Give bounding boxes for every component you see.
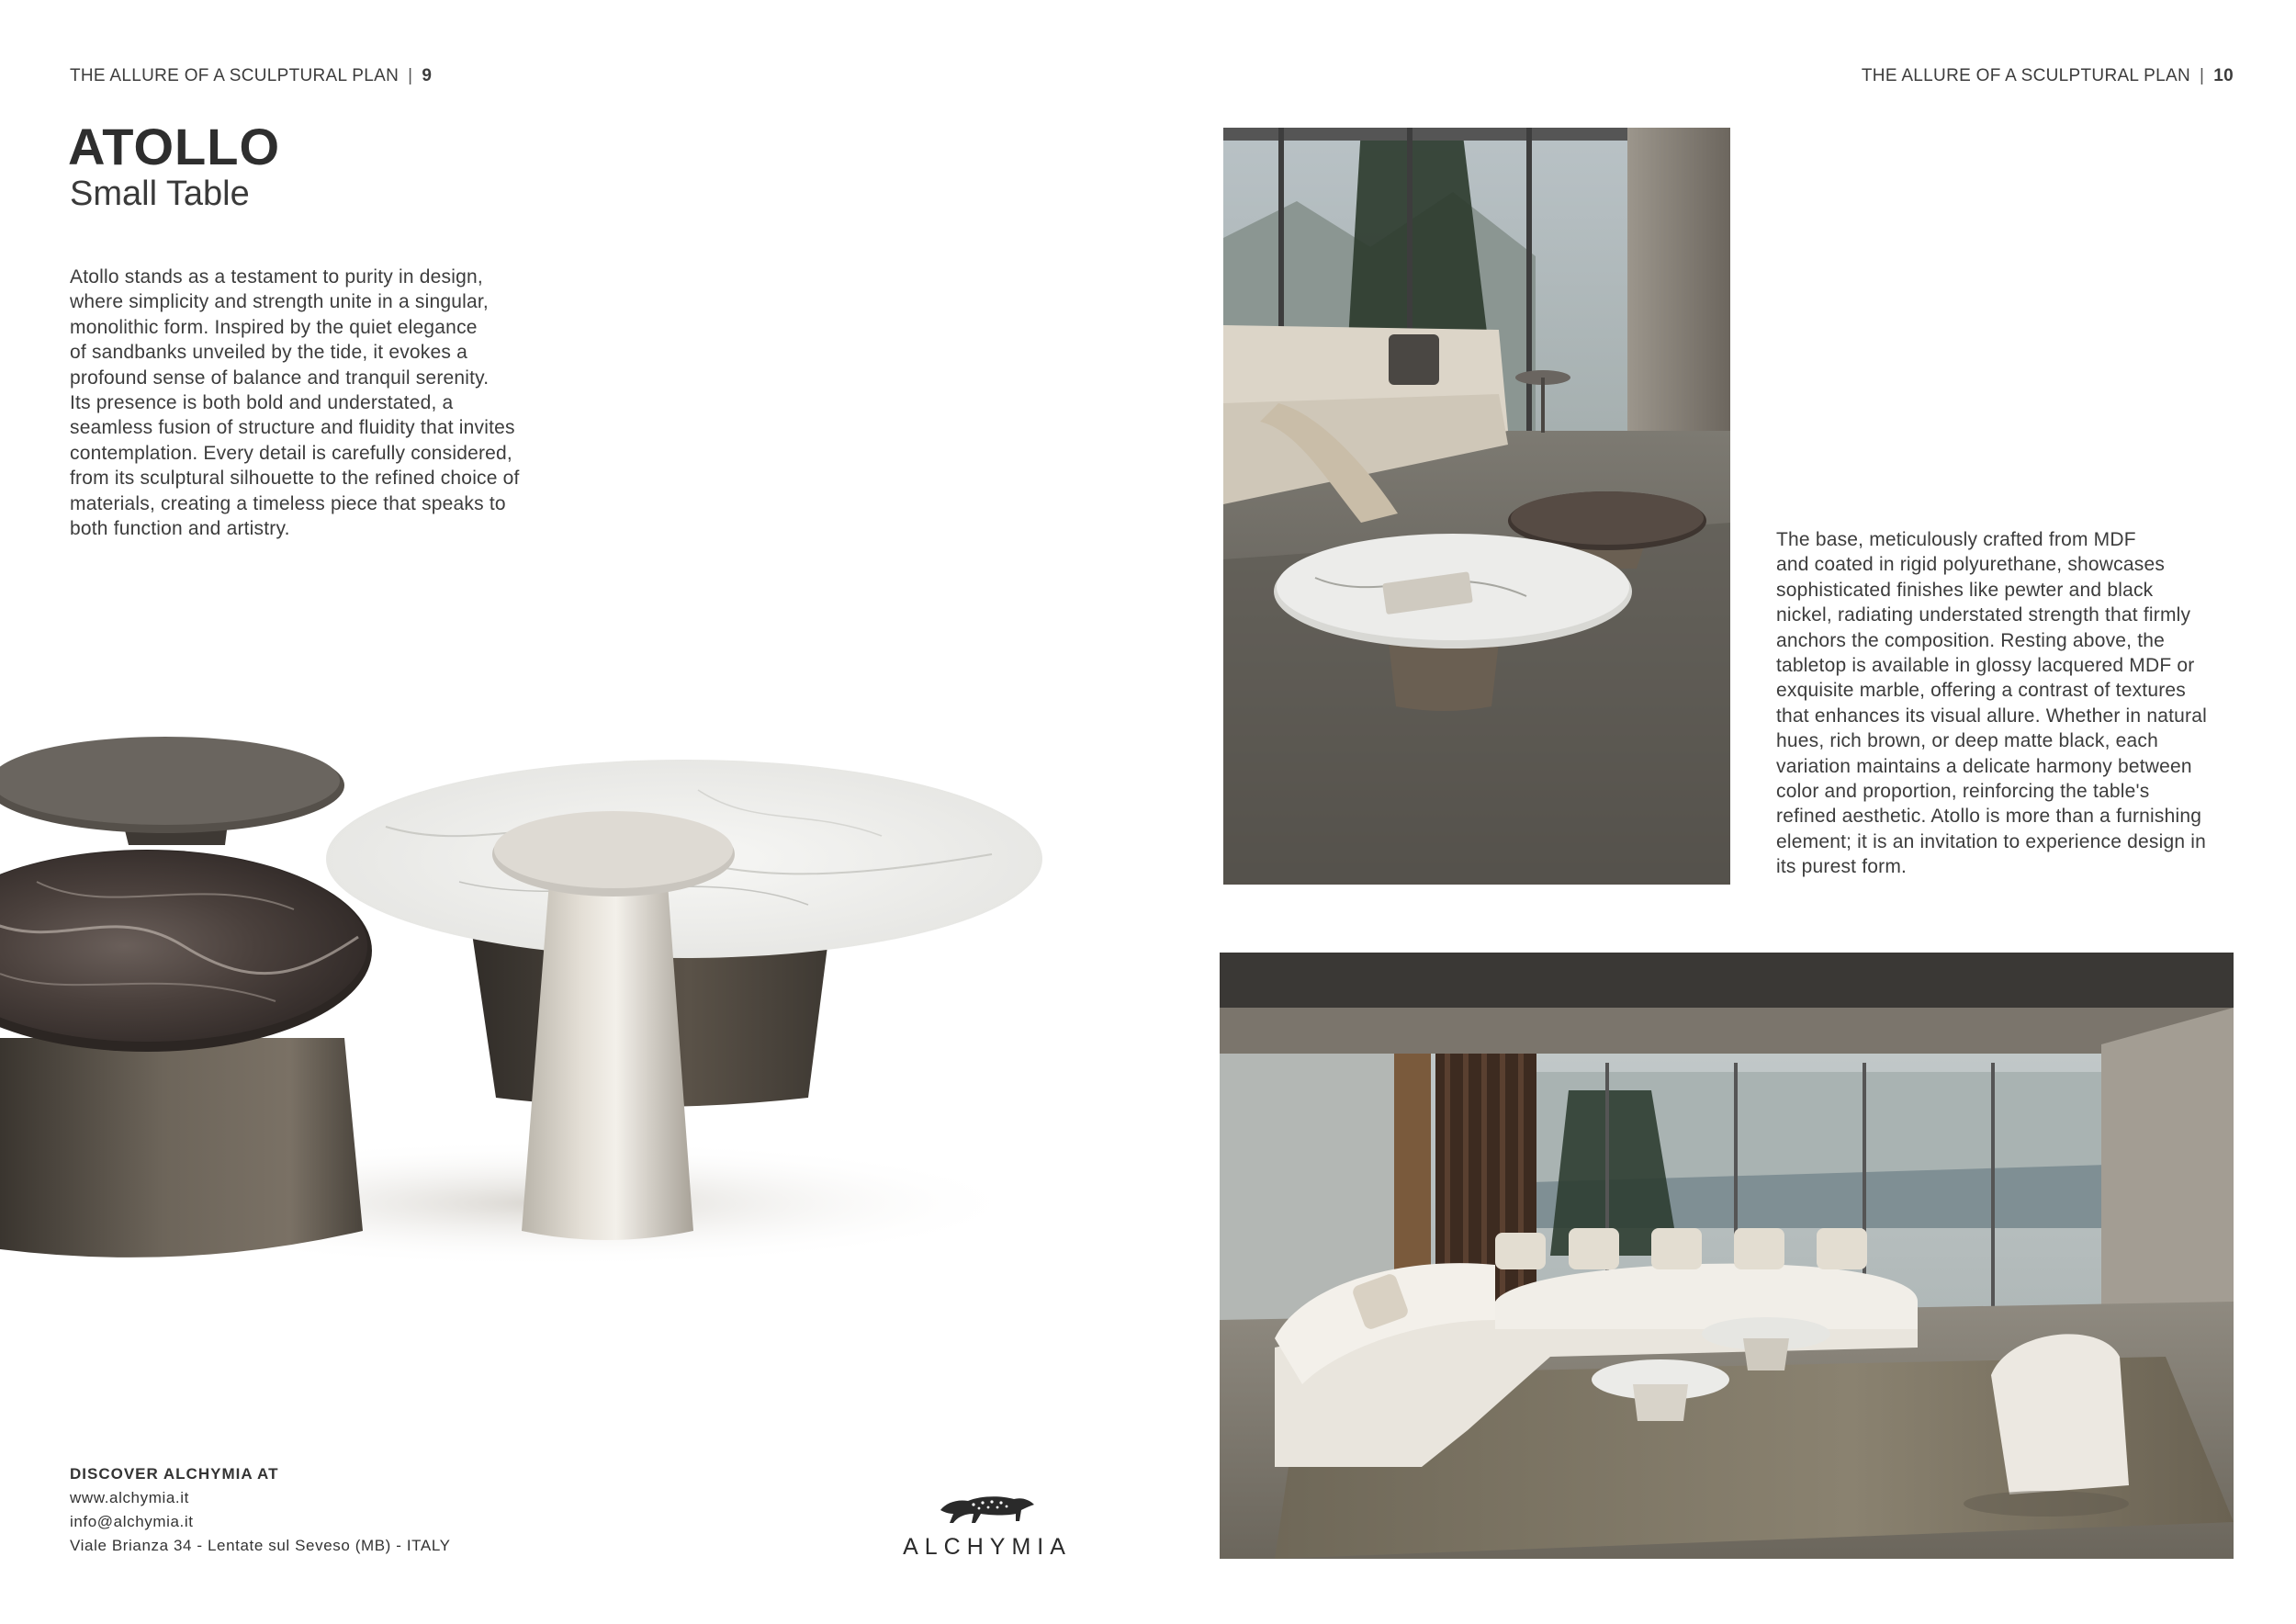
leopard-icon xyxy=(937,1490,1038,1528)
running-header-right xyxy=(1862,66,2234,86)
description-paragraph: The base, meticulously crafted from MDF and coated in rigid polyurethane, showcases sophisticated finishes like pewter and black nickel, radiating understated strength that firmly anchors the composition. Resting above, the tabletop is available in glossy lacquered MDF or exquisite marble, offering a contrast of textures that enhances its visual allure. Whether in natural hues, rich brown, or deep matte black, each variation maintains a delicate harmony between color and proportion, reinforcing the table's refined aesthetic. Atollo is more than a furnishing element; it is an invitation to experience design in its purest form. xyxy=(1776,529,2207,878)
footer-contact xyxy=(70,1462,451,1558)
running-header-separator: | xyxy=(408,66,413,85)
brand-wordmark: ALCHYMIA xyxy=(903,1534,1072,1560)
footer-heading: DISCOVER ALCHYMIA AT xyxy=(70,1465,279,1483)
product-title: ATOLLO xyxy=(68,118,281,175)
address-text: Viale Brianza 34 - Lentate sul Seveso (MB) - ITALY xyxy=(70,1537,451,1554)
running-header-separator: | xyxy=(2200,66,2205,85)
page-number: 10 xyxy=(2213,66,2234,85)
website-link[interactable]: www.alchymia.it xyxy=(70,1489,189,1506)
email-link[interactable]: info@alchymia.it xyxy=(70,1513,194,1530)
page-number: 9 xyxy=(422,66,433,85)
intro-paragraph: Atollo stands as a testament to purity in design, where simplicity and strength unite in a singular, monolithic form. Inspired by the quiet elegance of sandbanks unveiled by the tide, it evokes a profound sense of balance and tranquil serenity. Its presence is both bold and understated, a seamless fusion of structure and fluidity that invites contemplation. Every detail is carefully considered, from its sculptural silhouette to the refined choice of materials, creating a timeless piece that speaks to both function and artistry. xyxy=(70,266,520,540)
product-subtitle: Small Table xyxy=(70,175,250,213)
interior-photo-living-room xyxy=(1223,128,1730,885)
interior-photo-lounge xyxy=(1220,953,2234,1559)
product-render-image xyxy=(0,698,1047,1286)
brand-logo xyxy=(882,1490,1093,1563)
running-header-title: THE ALLURE OF A SCULPTURAL PLAN xyxy=(1861,66,2191,85)
running-header-left xyxy=(70,66,432,86)
running-header-title: THE ALLURE OF A SCULPTURAL PLAN xyxy=(70,66,400,85)
